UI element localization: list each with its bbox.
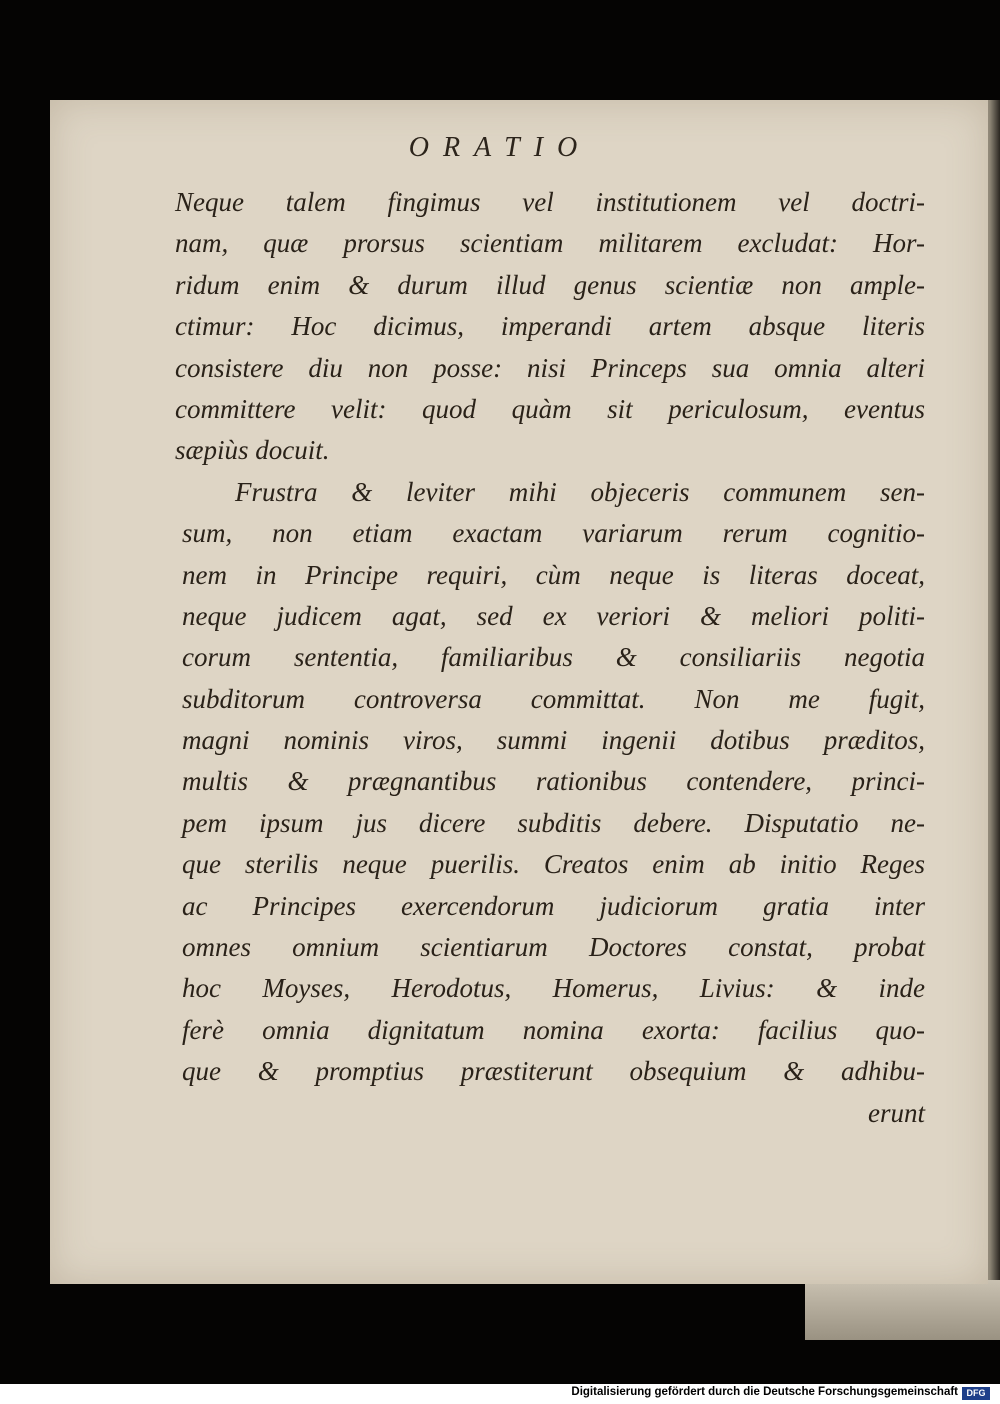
text-line: committere velit: quod quàm sit periculosum, eventus (175, 393, 925, 424)
text-line: neque judicem agat, sed ex veriori & meliori politi- (182, 600, 925, 631)
text-line: ac Principes exercendorum judiciorum gratia inter (182, 890, 925, 921)
text-line: multis & prægnantibus rationibus contendere, princi- (182, 766, 925, 797)
text-line: nam, quæ prorsus scientiam militarem excludat: Hor- (175, 228, 925, 259)
text-line: sæpiùs docuit. (175, 435, 330, 466)
text-line: ctimur: Hoc dicimus, imperandi artem absque literis (175, 311, 925, 342)
paragraph-start-line: Frustra & leviter mihi objeceris communem sen- (235, 476, 925, 507)
text-line: hoc Moyses, Herodotus, Homerus, Livius: & inde (182, 973, 925, 1004)
text-line: subditorum controversa committat. Non me fugit, (182, 683, 925, 714)
text-line: omnes omnium scientiarum Doctores constat, probat (182, 932, 925, 963)
text-line: ferè omnia dignitatum nomina exorta: facilius quo- (182, 1014, 925, 1045)
text-line: Neque talem fingimus vel institutionem vel doctri- (175, 187, 925, 217)
running-head: ORATIO (408, 132, 592, 163)
text-line: pem ipsum jus dicere subditis debere. Disputatio ne- (182, 807, 925, 838)
catchword: erunt (868, 1097, 925, 1128)
text-line: ridum enim & durum illud genus scientiæ non ample- (175, 269, 925, 300)
body-text (175, 182, 925, 1134)
footer-credit: Digitalisierung gefördert durch die Deutsche Forschungsgemeinschaft (571, 1386, 958, 1398)
page-edge-lower (805, 1280, 1000, 1340)
dfg-logo-icon: DFG (962, 1387, 990, 1400)
text-line: que sterilis neque puerilis. Creatos enim ab initio Reges (182, 849, 925, 880)
text-line: magni nominis viros, summi ingenii dotibus præditos, (182, 725, 925, 756)
text-line: sum, non etiam exactam variarum rerum cognitio- (182, 518, 925, 549)
text-line: nem in Principe requiri, cùm neque is literas doceat, (182, 559, 925, 590)
text-line: consistere diu non posse: nisi Princeps sua omnia alteri (175, 352, 925, 383)
text-line: corum sententia, familiaribus & consiliariis negotia (182, 642, 925, 673)
text-line: que & promptius præstiterunt obsequium & adhibu- (182, 1056, 925, 1087)
